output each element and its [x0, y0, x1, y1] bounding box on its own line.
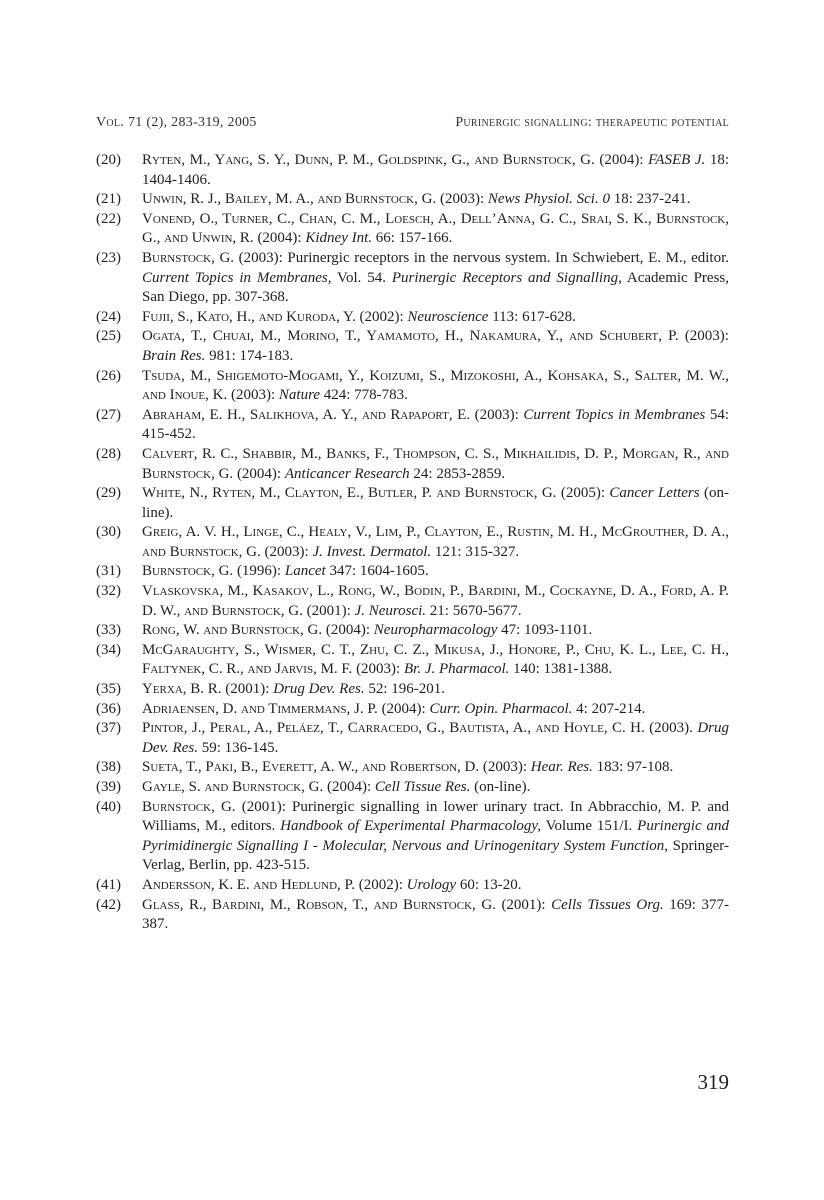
reference-number: (25) [96, 328, 121, 345]
reference-year: (2004): [322, 622, 374, 639]
reference-journal: Neuroscience [407, 308, 489, 325]
reference-year: (2001): [495, 896, 552, 913]
reference-pages: 47: 1093-1101. [497, 622, 593, 639]
reference-journal: J. Invest. Dermatol. [312, 543, 432, 560]
reference-pages: 113: 617-628. [488, 308, 576, 325]
reference-authors-cont: P. [661, 328, 679, 345]
reference-item [96, 641, 729, 680]
reference-number: (38) [96, 759, 121, 776]
running-head [96, 115, 729, 131]
reference-year: (2003): [678, 328, 729, 345]
reference-pages: 21: 5670-5677. [426, 602, 522, 619]
reference-item [96, 562, 729, 582]
reference-authors: White, N., Ryten, M., Clayton, E., Butler, P. and Burnstock, G. [142, 485, 557, 502]
reference-item [96, 523, 729, 562]
reference-pages: 18: 1404-1406. [142, 152, 729, 188]
reference-number: (33) [96, 622, 121, 639]
reference-year: (1996): [233, 563, 285, 580]
reference-item [96, 758, 729, 778]
reference-item [96, 190, 729, 210]
reference-journal: Curr. Opin. Pharmacol. [429, 700, 573, 717]
reference-pages: 24: 2853-2859. [409, 465, 506, 482]
reference-year: (2003): [479, 759, 531, 776]
reference-authors: Fujii, S., Kato, H., and Kuroda, Y. [142, 308, 356, 325]
reference-authors: Burnstock, G. [142, 798, 236, 815]
reference-pages: 183: 97-108. [592, 759, 674, 776]
reference-authors: Abraham, E. H., Salikhova, A. Y., and Rapaport, E. [142, 406, 471, 423]
reference-number: (22) [96, 210, 121, 227]
reference-number: (35) [96, 681, 121, 698]
reference-pages: 140: 1381-1388. [509, 661, 613, 678]
reference-year: (2003): [260, 543, 313, 560]
reference-year: (2004): [594, 152, 649, 168]
reference-year: (2003): [227, 387, 279, 404]
reference-journal: Lancet [284, 563, 326, 580]
reference-journal: Brain Res. [142, 347, 206, 364]
reference-year: (2002): [355, 308, 408, 325]
reference-pages: 60: 13-20. [456, 876, 522, 893]
reference-journal: Anticancer Research [284, 465, 410, 482]
reference-year: (2001): Purinergic signalling in lower urinary tract. In Abbracchio, M. P. and Williams, M., editors. [142, 798, 729, 835]
reference-number: (36) [96, 700, 121, 717]
reference-pages: 169: 377-387. [142, 896, 729, 933]
reference-number: (29) [96, 485, 121, 502]
reference-journal: FASEB J. [648, 152, 706, 168]
reference-authors: Gayle, S. and Burnstock, G. [142, 779, 324, 795]
reference-year: (2004): [233, 465, 285, 482]
reference-pages: 347: 1604-1605. [325, 563, 429, 580]
reference-volume: Vol. 54. [331, 269, 392, 286]
reference-item [96, 582, 729, 621]
reference-item [96, 406, 729, 445]
reference-authors: Calvert, R. C., Shabbir, M., Banks, F., Thompson, C. S., Mikhailidis, D. P., Morgan, R., and Burnstock, G. [142, 445, 729, 482]
reference-item [96, 327, 729, 366]
reference-pages: 981: 174-183. [205, 347, 294, 364]
reference-item [96, 621, 729, 641]
reference-authors: Burnstock, G. [142, 563, 234, 580]
reference-number: (28) [96, 445, 121, 462]
page-number: 319 [697, 1070, 729, 1094]
reference-item [96, 484, 729, 523]
reference-journal: Kidney Int. [305, 230, 373, 247]
reference-pages: 18: 237-241. [609, 191, 691, 208]
reference-journal: Hear. Res. [530, 759, 593, 776]
reference-number: (40) [96, 798, 121, 815]
reference-pages: 4: 207-214. [572, 700, 646, 717]
reference-pages: 52: 196-201. [364, 681, 446, 698]
reference-year: (2004): [377, 700, 430, 717]
reference-journal: J. Neurosci. [354, 602, 427, 619]
reference-number: (26) [96, 367, 121, 384]
reference-number: (21) [96, 191, 121, 208]
reference-year: (2003): [470, 406, 524, 423]
reference-year: (2003). [644, 720, 698, 737]
reference-authors: Burnstock, G. [142, 249, 235, 266]
reference-number: (23) [96, 249, 121, 266]
reference-year: (2005): [556, 485, 610, 502]
reference-pages: (on-line). [142, 485, 729, 521]
reference-item [96, 719, 729, 758]
reference-year: (2003): Purinergic receptors in the nervous system. In Schwiebert, E. M., editor. [234, 249, 729, 266]
reference-journal: Nature [278, 387, 321, 404]
reference-year: (2004): [323, 779, 375, 795]
reference-journal: Drug Dev. Res. [273, 681, 365, 698]
reference-authors: Vonend, O., Turner, C., Chan, C. M., Loesch, A., Dell’Anna, G. C., Srai, S. K., Burnstock, G., and Unwin, R. [142, 210, 729, 247]
reference-pages: 66: 157-166. [372, 230, 453, 247]
reference-authors: Adriaensen, D. and Timmermans, J. P. [142, 700, 378, 717]
reference-authors: Andersson, K. E. and Hedlund, P. [142, 876, 355, 893]
reference-pages: 54: 415-452. [142, 406, 730, 443]
reference-authors: Vlaskovska, M., Kasakov, L., Rong, W., Bodin, P., Bardini, M., Cockayne, D. A., Ford, A. P. D. W., and Burnstock, G. [142, 583, 729, 619]
reference-authors: Ogata, T., Chuai, M., Morino, T., Yamamoto, H., Nakamura, Y., and Schubert, [142, 328, 662, 345]
reference-pages: , Academic Press, San Diego, pp. 307-368. [142, 269, 730, 306]
reference-number: (20) [96, 152, 121, 168]
reference-authors: Tsuda, M., Shigemoto-Mogami, Y., Koizumi, S., Mizokoshi, A., Kohsaka, S., Salter, M. W., and Inoue, K. [142, 367, 729, 404]
running-head-right: Purinergic signalling: therapeutic potential [455, 115, 729, 130]
reference-authors: Rong, W. and Burnstock, G. [142, 622, 323, 639]
running-head-left: Vol. 71 (2), 283-319, 2005 [96, 115, 257, 130]
reference-item [96, 249, 729, 308]
reference-volume: Volume 151/I. [541, 818, 638, 835]
reference-year: (2002): [354, 876, 407, 893]
reference-number: (32) [96, 583, 121, 600]
reference-item [96, 876, 729, 896]
reference-journal: Cells Tissues Org. [551, 896, 664, 913]
reference-year: (2001): [221, 681, 274, 698]
reference-item [96, 778, 729, 798]
reference-journal: Urology [406, 876, 457, 893]
reference-journal: Current Topics in Membranes [523, 406, 706, 423]
reference-journal: Current Topics in Membranes, [142, 269, 332, 286]
reference-number: (24) [96, 308, 121, 325]
reference-series-title: Purinergic and Pyrimidinergic Signalling I - Molecular, Nervous and Urinogenitary System Function [142, 818, 729, 854]
reference-item [96, 308, 729, 328]
reference-item [96, 700, 729, 720]
reference-year: (2003): [436, 191, 488, 208]
reference-journal: News Physiol. Sci. 0 [487, 191, 610, 208]
reference-pages: 424: 778-783. [320, 387, 408, 404]
reference-journal: Handbook of Experimental Pharmacology, [280, 818, 542, 835]
reference-number: (41) [96, 876, 121, 893]
reference-item [96, 151, 729, 190]
reference-authors: Unwin, R. J., Bailey, M. A., and Burnstock, G. [142, 191, 437, 208]
reference-authors: Pintor, J., Peral, A., Peláez, T., Carracedo, G., Bautista, A., and Hoyle, C. H. [142, 720, 645, 737]
reference-pages: 59: 136-145. [197, 739, 279, 756]
reference-year: (2004): [253, 230, 306, 247]
reference-authors: Greig, A. V. H., Linge, C., Healy, V., Lim, P., Clayton, E., Rustin, M. H., McGrouther, D. A., and Burnstock, G. [142, 524, 729, 560]
reference-item [96, 896, 729, 935]
reference-pages: 121: 315-327. [431, 543, 520, 560]
reference-journal: Neuropharmacology [373, 622, 498, 639]
reference-authors: Yerxa, B. R. [142, 681, 222, 698]
reference-authors: Ryten, M., Yang, S. Y., Dunn, P. M., Goldspink, G., and Burnstock, G. [142, 152, 595, 168]
reference-journal: Br. J. Pharmacol. [403, 661, 510, 678]
reference-list [96, 151, 729, 935]
reference-journal: Cell Tissue Res. [374, 779, 471, 795]
reference-item [96, 445, 729, 484]
reference-item [96, 680, 729, 700]
reference-series-title: Purinergic Receptors and Signalling [391, 269, 619, 286]
reference-authors: McGaraughty, S., Wismer, C. T., Zhu, C. Z., Mikusa, J., Honore, P., Chu, K. L., Lee, C. H., Faltynek, C. R., and Jarvis, M. F. [142, 641, 729, 678]
reference-year: (2001): [302, 602, 355, 619]
reference-item [96, 798, 729, 876]
reference-item [96, 367, 729, 406]
reference-journal: Drug Dev. Res. [142, 720, 729, 756]
reference-number: (39) [96, 779, 121, 795]
reference-number: (42) [96, 896, 121, 913]
reference-authors: Glass, R., Bardini, M., Robson, T., and Burnstock, G. [142, 896, 496, 913]
reference-pages: , Springer-Verlag, Berlin, pp. 423-515. [142, 837, 729, 874]
reference-number: (34) [96, 641, 121, 658]
reference-number: (31) [96, 563, 121, 580]
reference-pages: (on-line). [470, 779, 531, 795]
reference-authors: Sueta, T., Paki, B., Everett, A. W., and Robertson, D. [142, 759, 480, 776]
reference-number: (27) [96, 406, 121, 423]
reference-item [96, 210, 729, 249]
reference-number: (37) [96, 720, 121, 737]
reference-journal: Cancer Letters [609, 485, 700, 502]
reference-year: (2003): [352, 661, 404, 678]
reference-number: (30) [96, 524, 121, 541]
